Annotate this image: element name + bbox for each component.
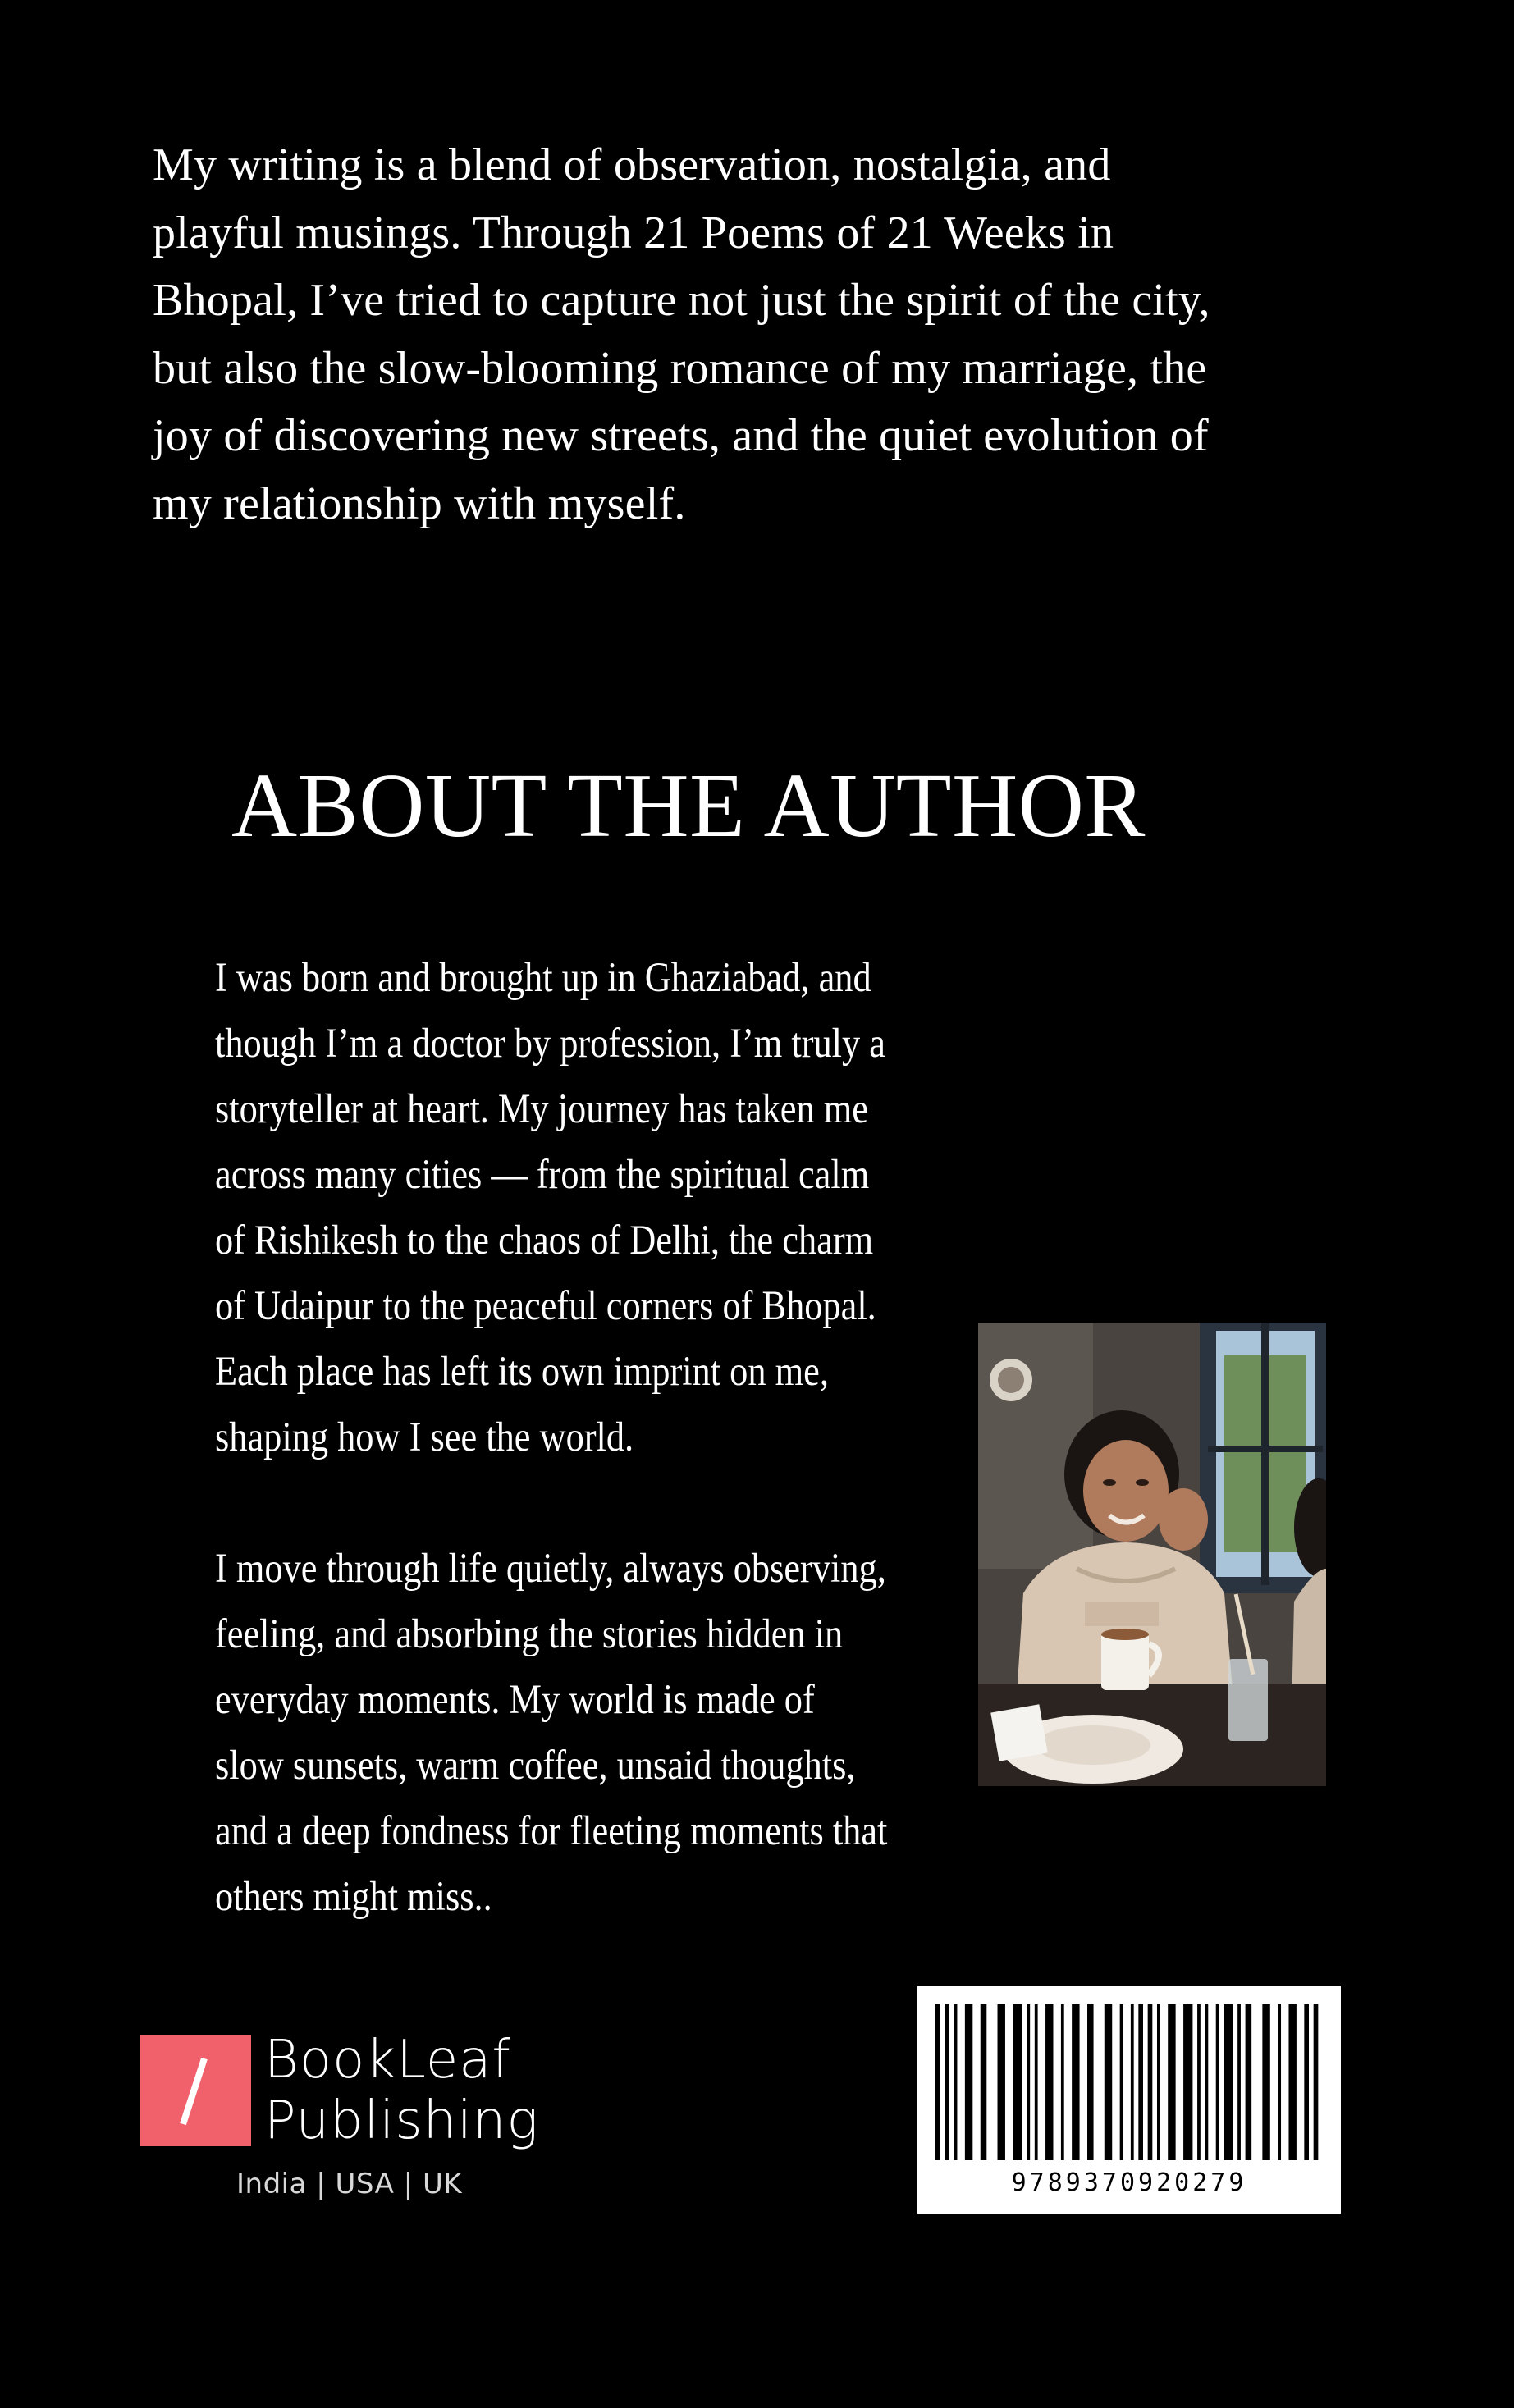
bio-paragraph-2: [215, 1536, 990, 1930]
barcode-bar: [1035, 2004, 1038, 2160]
barcode-bar: [981, 2004, 987, 2160]
barcode-bar: [1072, 2004, 1079, 2160]
bio-line: storyteller at heart. My journey has taken me: [215, 1086, 868, 1132]
barcode-bar: [1224, 2004, 1233, 2160]
bio-line: slow sunsets, warm coffee, unsaid thoughts,: [215, 1743, 856, 1789]
bookleaf-logo-icon: [140, 2035, 251, 2146]
bio-line: across many cities — from the spiritual calm: [215, 1152, 870, 1198]
barcode-bar: [1157, 2004, 1160, 2160]
barcode-bar: [945, 2004, 949, 2160]
about-the-author-heading: ABOUT THE AUTHOR: [231, 756, 1146, 857]
barcode-bar: [1105, 2004, 1112, 2160]
blurb-line: joy of discovering new streets, and the quiet evolution of: [153, 410, 1209, 461]
barcode-bar: [1262, 2004, 1269, 2160]
barcode-bar: [954, 2004, 958, 2160]
publisher-name-line-2: Publishing: [264, 2090, 539, 2151]
barcode-bar: [1314, 2004, 1319, 2160]
isbn-barcode: [917, 1986, 1341, 2214]
barcode-bar: [1087, 2004, 1094, 2160]
barcode-bar: [1288, 2004, 1296, 2160]
barcode-bars-icon: [935, 2004, 1323, 2160]
bio-line: shaping how I see the world.: [215, 1414, 634, 1460]
barcode-bar: [1304, 2004, 1309, 2160]
bio-line: of Udaipur to the peaceful corners of Bhopal.: [215, 1283, 876, 1329]
barcode-bar: [1061, 2004, 1064, 2160]
bio-line: I move through life quietly, always observing,: [215, 1546, 886, 1592]
bio-paragraph-1: [215, 945, 990, 1470]
barcode-bar: [1045, 2004, 1053, 2160]
barcode-bar: [1197, 2004, 1201, 2160]
blurb-line: My writing is a blend of observation, nostalgia, and: [153, 139, 1111, 190]
barcode-bar: [965, 2004, 972, 2160]
publisher-locations: India | USA | UK: [236, 2168, 463, 2200]
blurb-line: Bhopal, I’ve tried to capture not just the spirit of the city,: [153, 275, 1210, 326]
isbn-number: 9789370920279: [1011, 2168, 1247, 2197]
bio-line: though I’m a doctor by profession, I’m truly a: [215, 1021, 885, 1067]
slash-mark: [180, 2058, 208, 2125]
bio-line: Each place has left its own imprint on me,: [215, 1349, 829, 1395]
barcode-bar: [1168, 2004, 1175, 2160]
barcode-bar: [1027, 2004, 1030, 2160]
blurb-text: [153, 131, 1375, 537]
barcode-bar: [1131, 2004, 1134, 2160]
barcode-bar: [1278, 2004, 1281, 2160]
barcode-bar: [1013, 2004, 1022, 2160]
publisher-name: [264, 2030, 539, 2151]
blurb-line: my relationship with myself.: [153, 477, 686, 529]
blurb-line: but also the slow-blooming romance of my marriage, the: [153, 342, 1207, 394]
barcode-bar: [1183, 2004, 1192, 2160]
barcode-bar: [1246, 2004, 1252, 2160]
bio-line: everyday moments. My world is made of: [215, 1677, 815, 1723]
barcode-bar: [935, 2004, 940, 2160]
bio-line: others might miss..: [215, 1874, 492, 1920]
blurb-line: playful musings. Through 21 Poems of 21 Weeks in: [153, 207, 1114, 258]
author-photo: [978, 1323, 1326, 1786]
publisher-name-line-1: BookLeaf: [264, 2030, 511, 2090]
bio-line: feeling, and absorbing the stories hidden in: [215, 1611, 844, 1657]
barcode-bar: [1148, 2004, 1153, 2160]
barcode-bar: [1120, 2004, 1123, 2160]
barcode-bar: [1216, 2004, 1219, 2160]
bio-line: I was born and brought up in Ghaziabad, and: [215, 955, 871, 1001]
bio-line: of Rishikesh to the chaos of Delhi, the charm: [215, 1218, 874, 1263]
barcode-bar: [998, 2004, 1005, 2160]
bio-line: and a deep fondness for fleeting moments that: [215, 1808, 888, 1854]
barcode-bar: [1138, 2004, 1143, 2160]
barcode-bar: [1205, 2004, 1209, 2160]
barcode-bar: [1237, 2004, 1241, 2160]
